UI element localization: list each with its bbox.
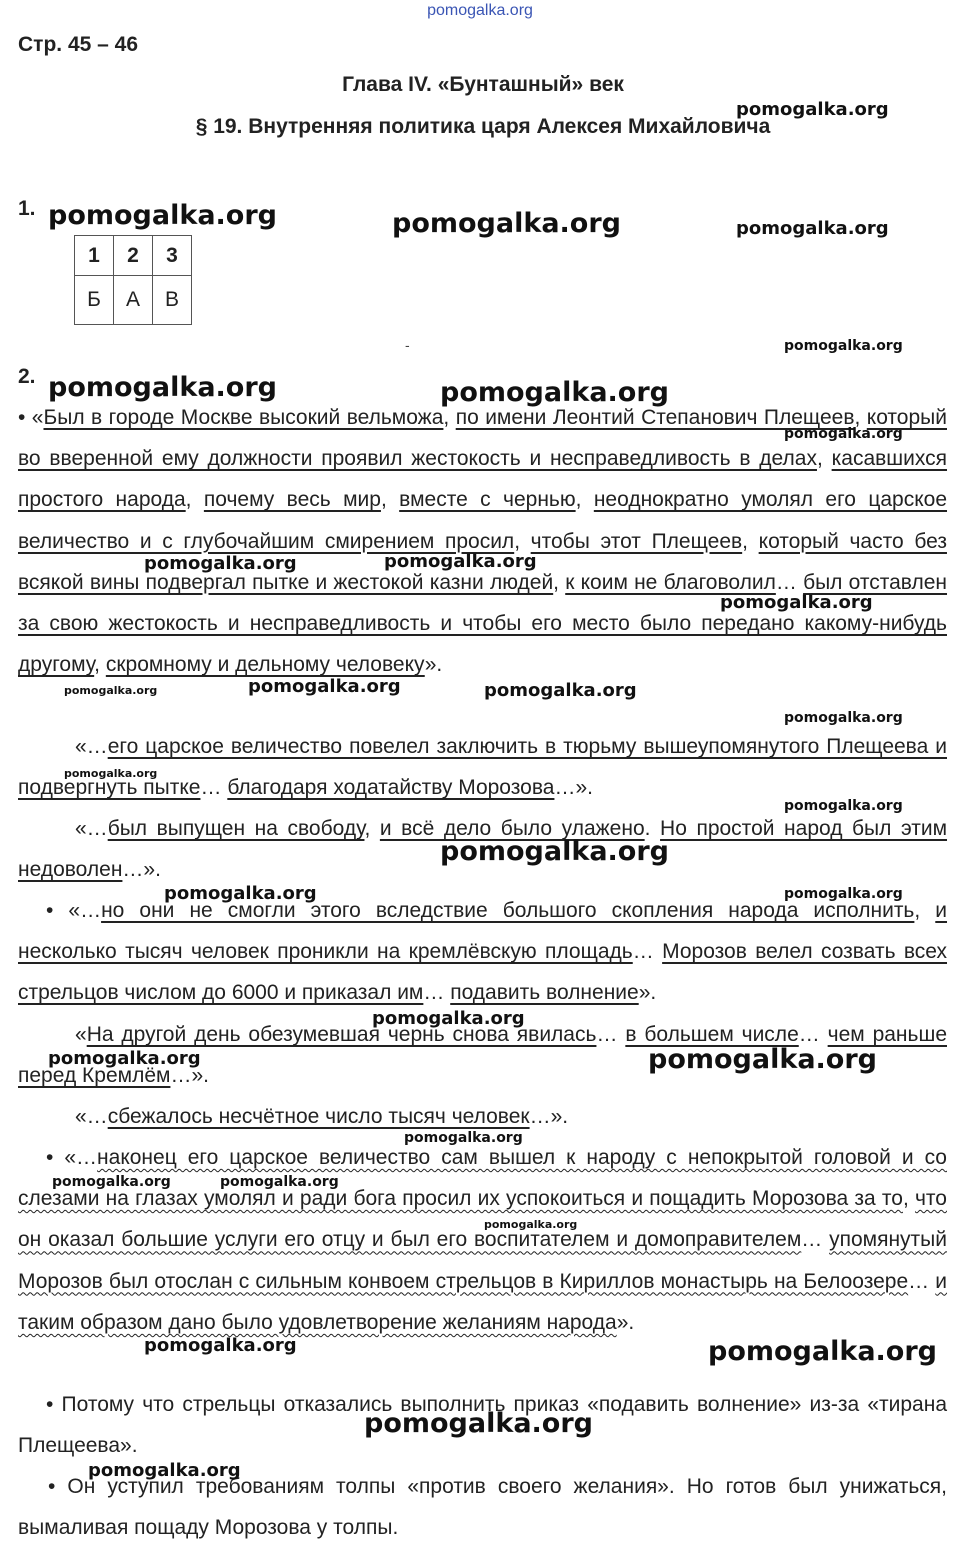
watermark-text: pomogalka.org <box>708 1336 937 1367</box>
watermark-text: pomogalka.org <box>52 1174 171 1190</box>
question-2-number: 2. <box>18 365 36 388</box>
answer-value-cell: А <box>114 276 153 325</box>
watermark-text: pomogalka.org <box>144 1335 297 1356</box>
answer-table-value-row <box>75 276 192 325</box>
section-title: § 19. Внутренняя политика царя Алексея Михайловича <box>195 115 771 138</box>
watermark-text: pomogalka.org <box>784 338 903 354</box>
quote-paragraph-7: • «…наконец его царское величество сам вышел к народу с непокрытой головой и со слезами на глазах умолял и ради бога просил их успокоиться и пощадить Морозова за то, что он оказал большие услуги его отцу и был его воспитателем и домоправителем… упомянутый Морозов был отослан с сильным конвоем стрельцов в Кириллов монастырь на Белоозере… и таким образом дано было удовлетворение желаниям народа». <box>18 1146 948 1334</box>
watermark-text: pomogalka.org <box>404 1130 523 1146</box>
watermark-text: pomogalka.org <box>484 1218 578 1231</box>
watermark-text: pomogalka.org <box>784 710 903 726</box>
answer-paragraph-2: • Он уступил требованиям толпы «против своего желания». Но готов был унижаться, вымаливая пощаду Морозова у толпы. <box>18 1475 947 1540</box>
watermark-text: pomogalka.org <box>484 680 637 701</box>
answer-header-cell: 2 <box>114 236 153 276</box>
answer-table-header-row <box>75 236 192 276</box>
watermark-text: pomogalka.org <box>64 767 158 780</box>
watermark-text: pomogalka.org <box>364 1408 593 1439</box>
watermark-text: pomogalka.org <box>648 1044 877 1075</box>
watermark-text: pomogalka.org <box>64 684 158 697</box>
watermark-text: pomogalka.org <box>220 1174 339 1190</box>
watermark-text: pomogalka.org <box>164 883 317 904</box>
watermark-text: pomogalka.org <box>440 377 669 408</box>
stray-dash: - <box>405 337 410 353</box>
quote-paragraph-2: «…его царское величество повелел заключить в тюрьму вышеупомянутого Плещеева и подвергнуть пытке… благодаря ходатайству Морозова…». <box>18 735 947 800</box>
quote-paragraph-4: • «…но они не смогли этого вследствие большого скопления народа исполнить, и несколько тысяч человек проникли на кремлёвскую площадь… Морозов велел созвать всех стрельцов числом до 6000 и приказал им… подавить волнение». <box>18 899 948 1005</box>
watermark-text: pomogalka.org <box>248 676 401 697</box>
quote-paragraph-6: «…сбежалось несчётное число тысяч человек…». <box>75 1105 569 1128</box>
answer-table <box>74 235 192 325</box>
watermark-text: pomogalka.org <box>48 200 277 231</box>
watermark-text: pomogalka.org <box>784 798 903 814</box>
question-1-number: 1. <box>18 197 36 220</box>
watermark-text: pomogalka.org <box>392 208 621 239</box>
watermark-text: pomogalka.org <box>48 1048 201 1069</box>
watermark-text: pomogalka.org <box>144 553 297 574</box>
page-reference: Стр. 45 – 46 <box>18 33 139 56</box>
answer-paragraph-1: • Потому что стрельцы отказались выполнить приказ «подавить волнение» из-за «тирана Плещеева». <box>18 1393 947 1458</box>
quote-paragraph-5: «На другой день обезумевшая чернь снова явилась… в большем числе… чем раньше перед Кремлём…». <box>18 1023 947 1088</box>
watermark-text: pomogalka.org <box>720 592 873 613</box>
site-link[interactable]: pomogalka.org <box>427 2 533 19</box>
watermark-text: pomogalka.org <box>88 1460 241 1481</box>
watermark-text: pomogalka.org <box>736 218 889 239</box>
watermark-text: pomogalka.org <box>736 99 889 120</box>
quote-paragraph-3: «…был выпущен на свободу, и всё дело было улажено. Но простой народ был этим недоволен…». <box>18 817 948 882</box>
watermark-text: pomogalka.org <box>384 551 537 572</box>
answer-header-cell: 1 <box>75 236 114 276</box>
chapter-title: Глава IV. «Бунташный» век <box>342 73 624 96</box>
watermark-text: pomogalka.org <box>784 426 903 442</box>
watermark-text: pomogalka.org <box>372 1008 525 1029</box>
watermark-text: pomogalka.org <box>440 836 669 867</box>
watermark-text: pomogalka.org <box>48 372 277 403</box>
watermark-text: pomogalka.org <box>784 886 903 902</box>
answer-value-cell: В <box>153 276 192 325</box>
answer-header-cell: 3 <box>153 236 192 276</box>
quote-paragraph-1: • «Был в городе Москве высокий вельможа, по имени Леонтий Степанович Плещеев, который во вверенной ему должности проявил жестокость и несправедливость в делах, касавшихся простого народа, почему весь мир, вместе с чернью, неоднократно умолял его царское величество и с глубочайшим смирением просил, чтобы этот Плещеев, который часто без всякой вины подвергал пытке и жестокой казни людей, к коим не благоволил… был отставлен за свою жестокость и несправедливость и чтобы его место было передано какому-нибудь другому, скромному и дельному человеку». <box>18 406 948 677</box>
answer-value-cell: Б <box>75 276 114 325</box>
